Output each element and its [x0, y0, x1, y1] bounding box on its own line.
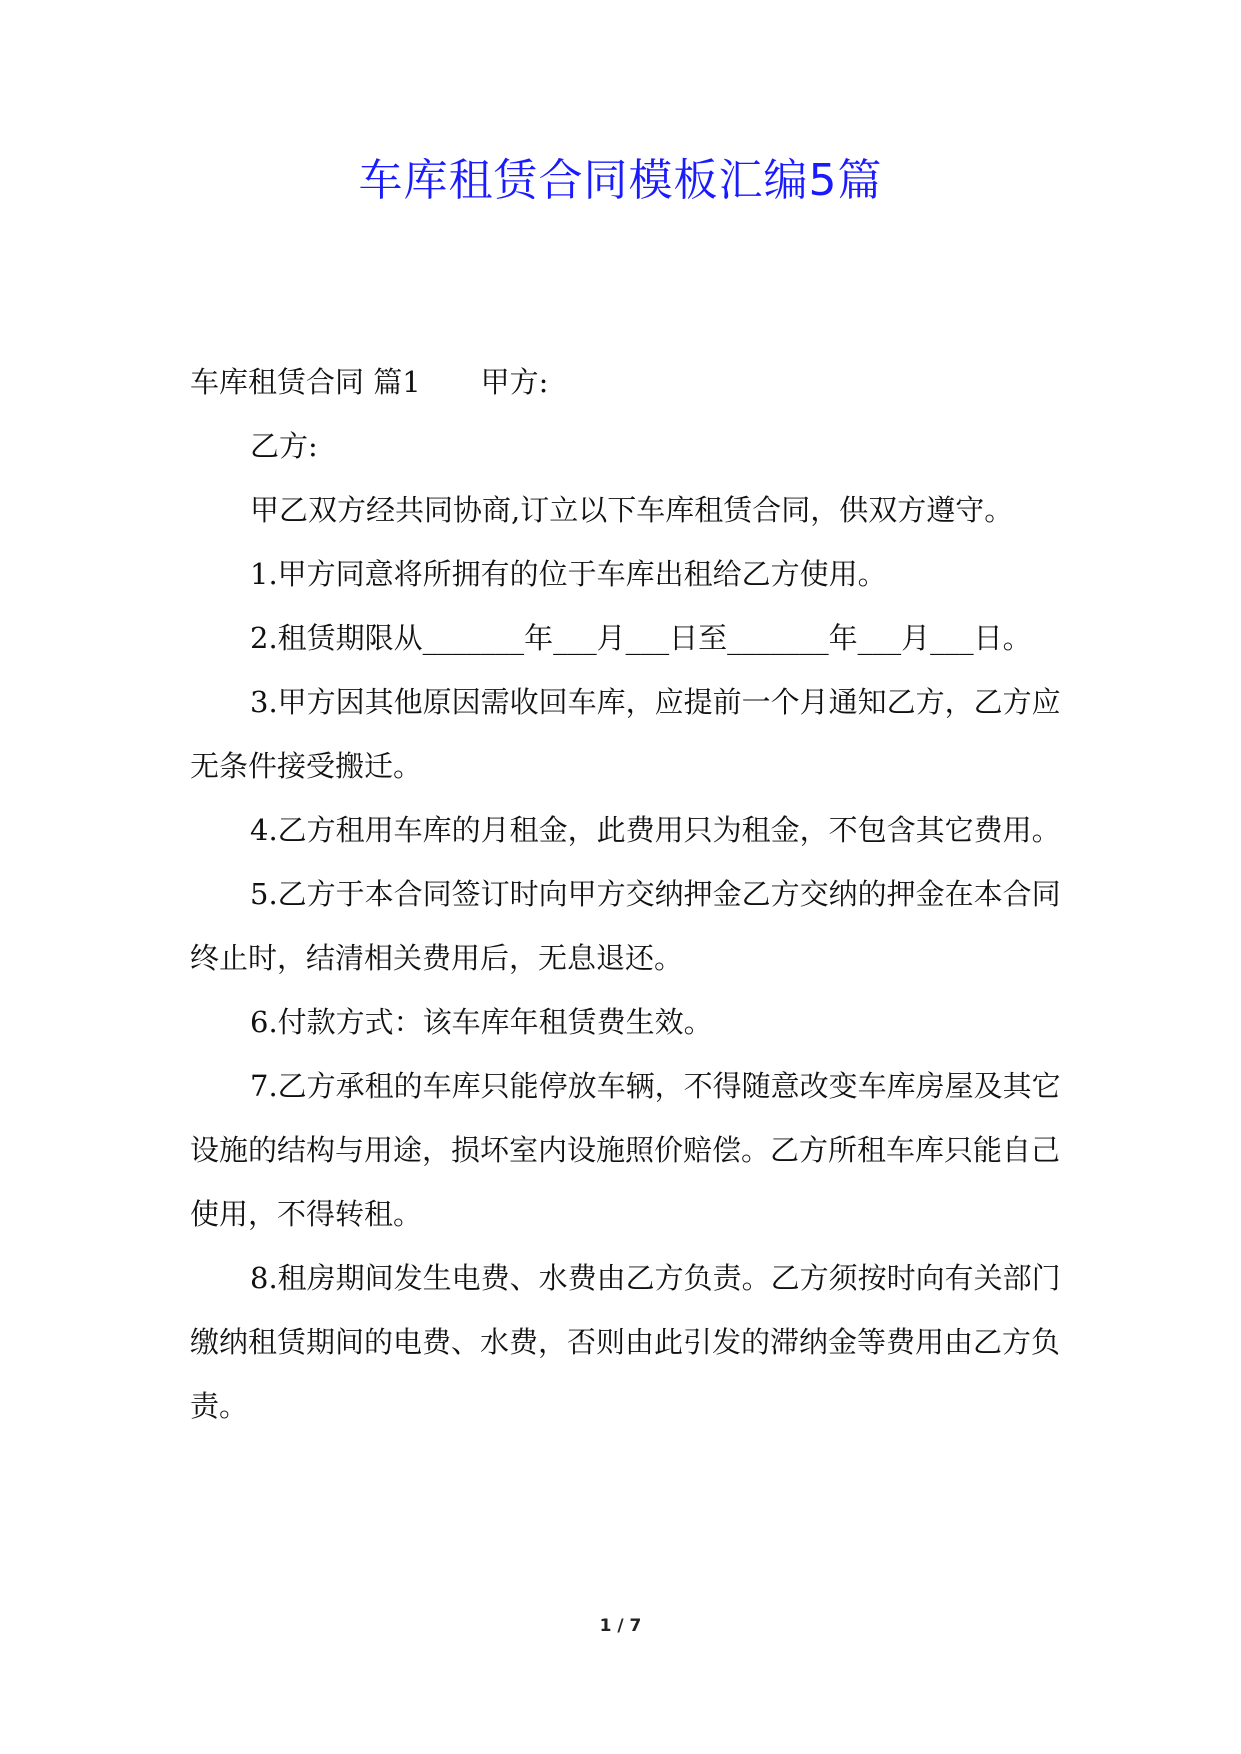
clause-6: 6.付款方式：该车库年租赁费生效。	[250, 1005, 713, 1039]
document-body	[190, 350, 1070, 1438]
clause-7: 7.乙方承租的车库只能停放车辆，不得随意改变车库房屋及其它设施的结构与用途，损坏室内设施照价赔偿。乙方所租车库只能自己使用，不得转租。	[190, 1069, 1061, 1231]
party-b-label: 乙方:	[250, 429, 318, 463]
section-heading-line	[190, 350, 1070, 414]
clause-4: 4.乙方租用车库的月租金，此费用只为租金，不包含其它费用。	[250, 813, 1061, 847]
clause-2: 2.租赁期限从_______年___月___日至_______年___月___日。	[250, 621, 1032, 655]
page-number: 1 / 7	[599, 1616, 642, 1636]
clause-5: 5.乙方于本合同签订时向甲方交纳押金乙方交纳的押金在本合同终止时，结清相关费用后，无息退还。	[190, 877, 1061, 975]
document-title: 车库租赁合同模板汇编5篇	[358, 155, 883, 206]
paragraph-intro: 甲乙双方经共同协商,订立以下车库租赁合同，供双方遵守。	[250, 493, 1014, 527]
party-a-label: 甲方:	[480, 365, 549, 399]
clause-8: 8.租房期间发生电费、水费由乙方负责。乙方须按时向有关部门缴纳租赁期间的电费、水费，否则由此引发的滞纳金等费用由乙方负责。	[190, 1261, 1061, 1423]
section-label: 车库租赁合同 篇1	[190, 365, 421, 399]
clause-1: 1.甲方同意将所拥有的位于车库出租给乙方使用。	[250, 557, 887, 591]
clause-3: 3.甲方因其他原因需收回车库，应提前一个月通知乙方，乙方应无条件接受搬迁。	[190, 685, 1061, 783]
